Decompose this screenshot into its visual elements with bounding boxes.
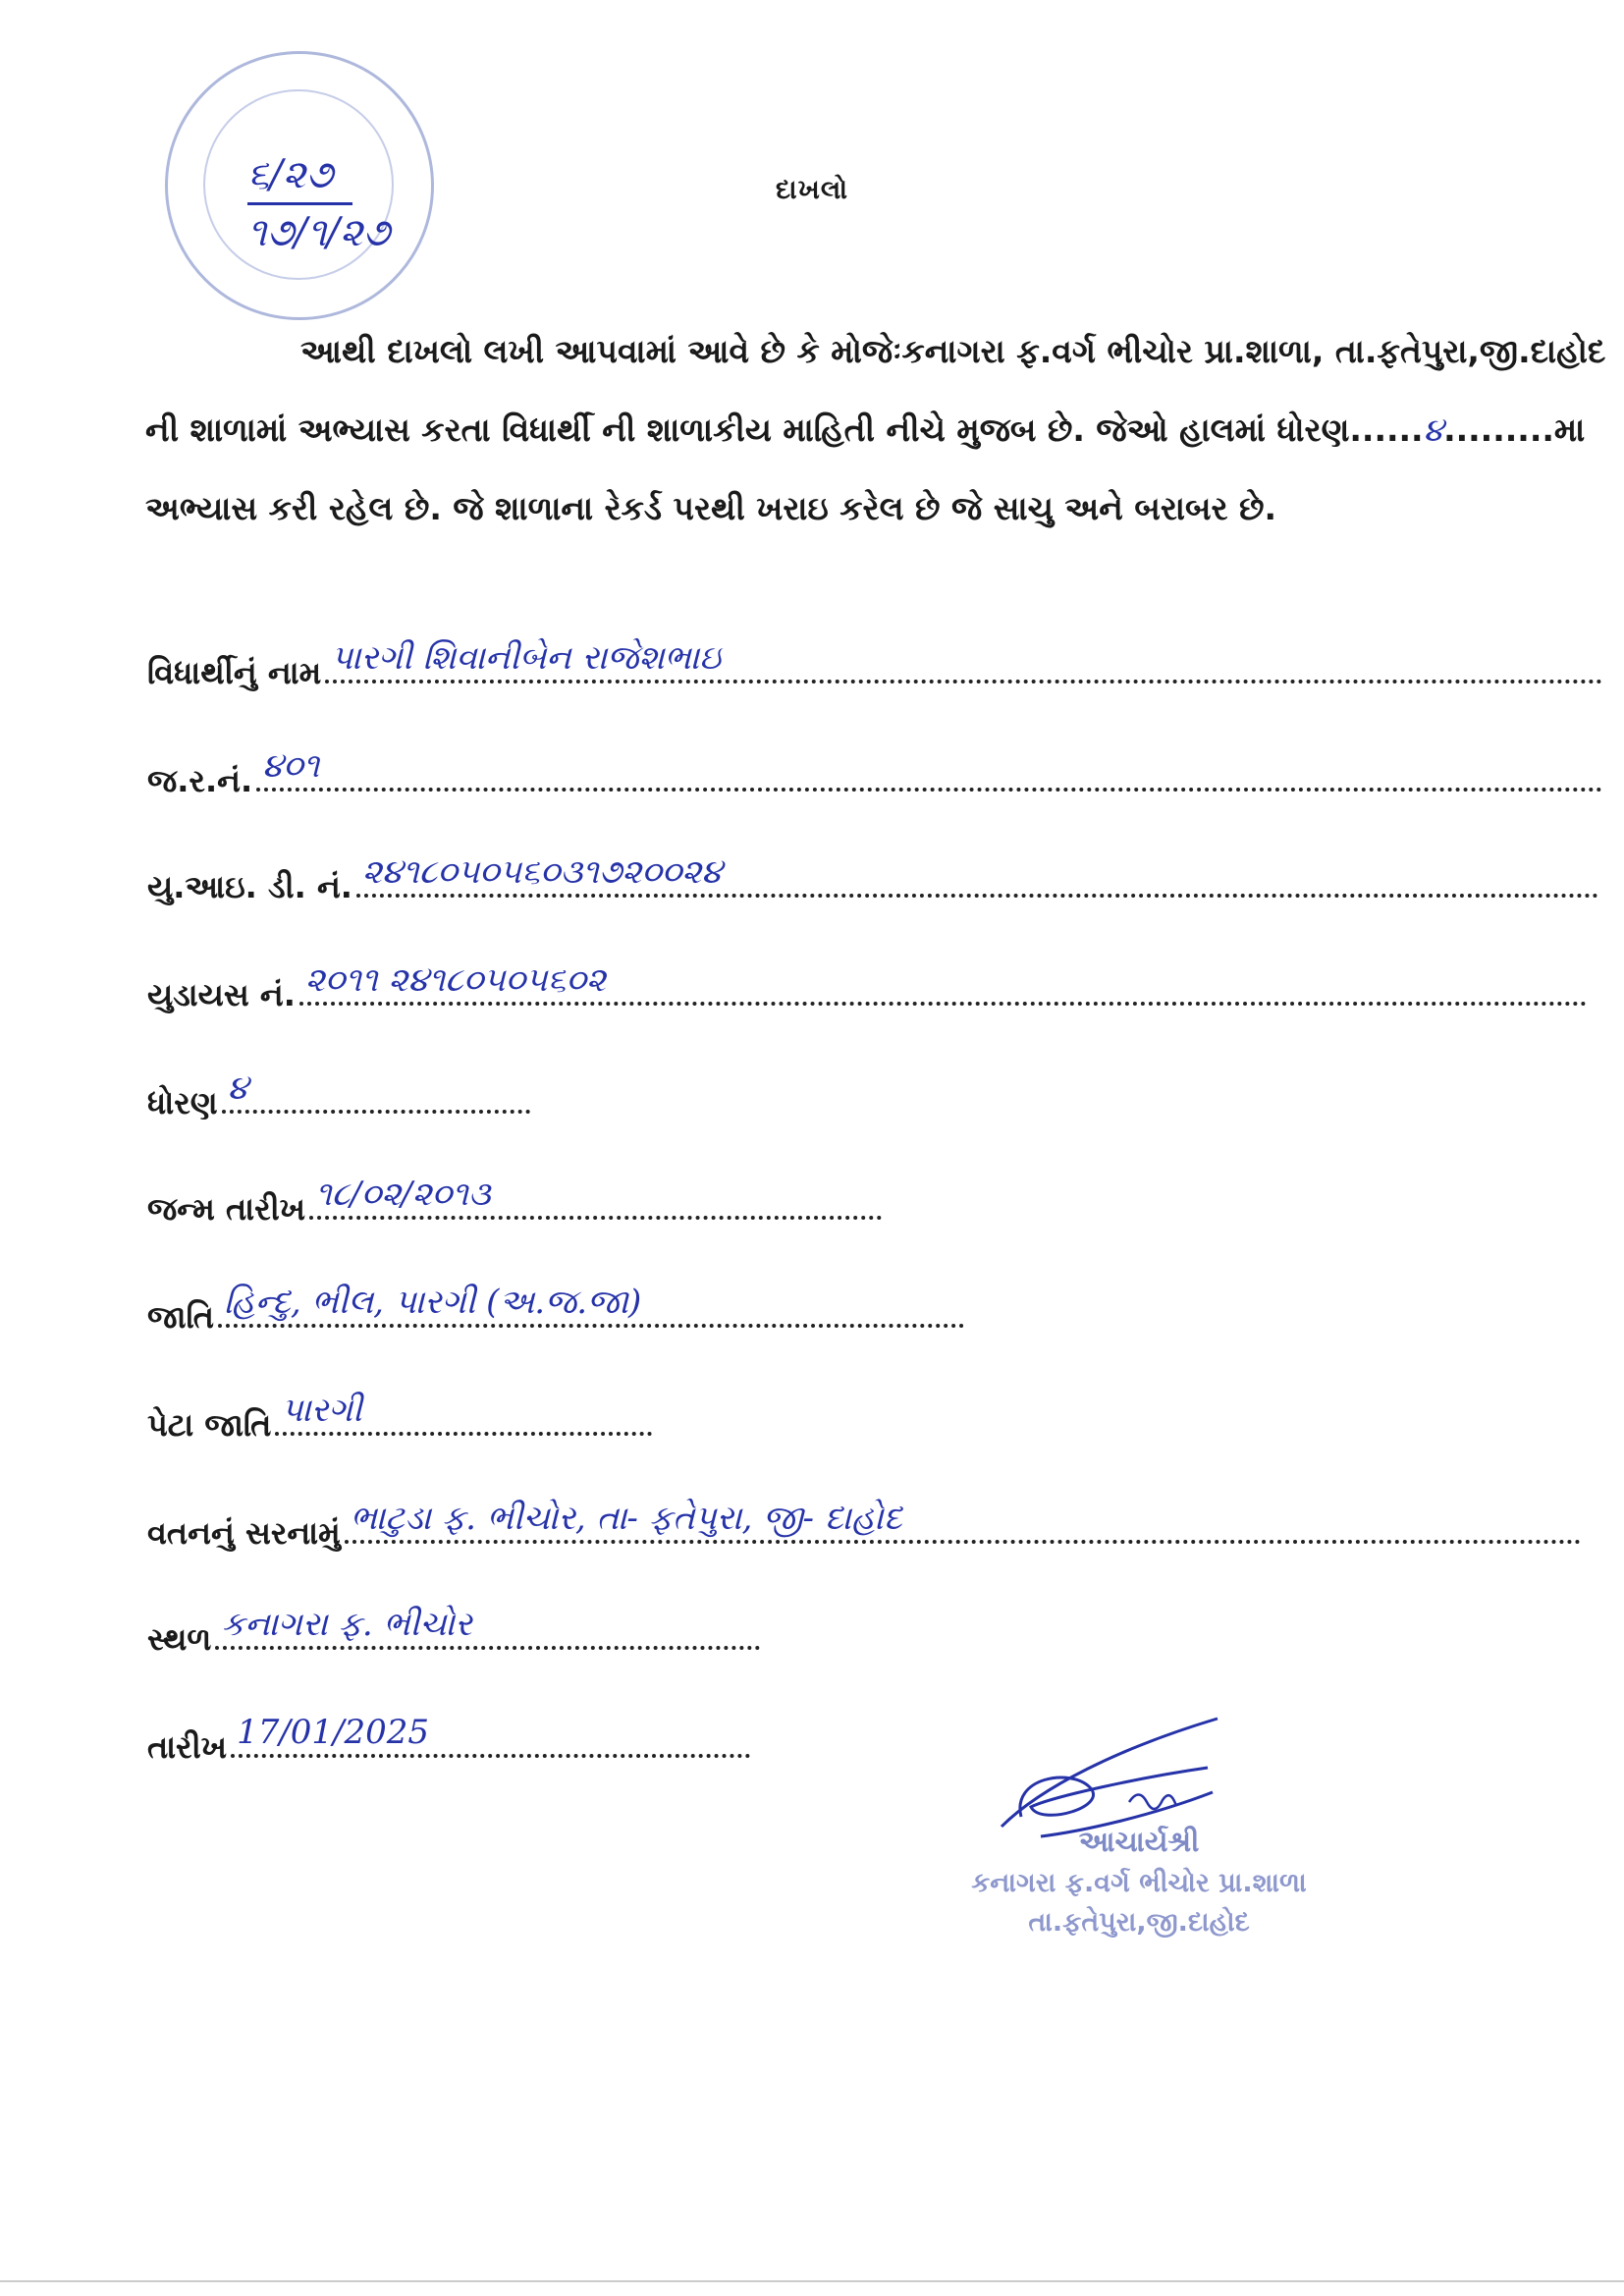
dotted-line bbox=[218, 1283, 964, 1328]
field-label: ધોરણ bbox=[147, 1084, 218, 1121]
dotted-line bbox=[309, 1175, 882, 1220]
field-standard bbox=[147, 1068, 530, 1122]
field-caste bbox=[147, 1283, 964, 1337]
field-student-name bbox=[147, 638, 1602, 692]
field-label: તારીખ bbox=[147, 1728, 228, 1766]
field-register-number bbox=[147, 746, 1602, 800]
field-value: 17/01/2025 bbox=[237, 1713, 430, 1752]
intro-paragraph bbox=[145, 312, 1608, 548]
field-label: વિધાર્થીનું નામ bbox=[147, 654, 322, 691]
field-value: પારગી શિવાનીબેન રાજેશભાઇ bbox=[331, 638, 722, 678]
dotted-line bbox=[275, 1391, 652, 1436]
principal-title: આચાર્યશ્રી bbox=[1078, 1825, 1200, 1858]
intro-text-2: .........મા અભ્યાસ કરી રહેલ છે. જે શાળાના રેકર્ડ પરથી ખરાઇ કરેલ છે જે સાચુ અને બરાબર છે. bbox=[145, 410, 1586, 527]
field-label: પેટા જાતિ bbox=[147, 1406, 272, 1444]
dotted-line bbox=[256, 746, 1602, 792]
document-title: દાખલો bbox=[775, 175, 849, 205]
principal-taluka: તા.ફતેપુરા,જી.દાહોદ bbox=[1028, 1907, 1250, 1938]
field-label: યુડાયસ નં. bbox=[147, 976, 296, 1013]
field-label: વતનનું સરનામું bbox=[147, 1514, 341, 1552]
intro-text-1: આથી દાખલો લખી આપવામાં આવે છે કે મોજેઃકનાગરા ફ.વર્ગ ભીચોર પ્રા.શાળા, તા.ફતેપુરા,જી.દાહોદ ની શાળામાં અભ્યાસ કરતા વિધાર્થી ની શાળાકીય માહિતી નીચે મુજબ છે. જેઓ હાલમાં ધોરણ...... bbox=[145, 332, 1606, 449]
field-label: સ્થળ bbox=[147, 1620, 212, 1658]
dotted-line bbox=[299, 960, 1587, 1006]
field-value: પારગી bbox=[281, 1391, 362, 1430]
inward-date: ૧૭/૧/૨૭ bbox=[247, 210, 391, 255]
field-native-address bbox=[147, 1499, 1581, 1553]
field-udise-number bbox=[147, 960, 1587, 1014]
dotted-line bbox=[325, 638, 1602, 683]
intro-standard: ૪ bbox=[1423, 410, 1444, 449]
field-date bbox=[147, 1713, 750, 1767]
field-value: ૨૦૧૧ ૨૪૧૮૦૫૦૫૬૦૨ bbox=[304, 960, 606, 1000]
field-value: ૪૦૧ bbox=[262, 746, 320, 786]
dotted-line bbox=[356, 852, 1598, 898]
field-value: ૨૪૧૮૦૫૦૫૬૦૩૧૭૨૦૦૨૪ bbox=[361, 852, 723, 892]
field-label: જાતિ bbox=[147, 1298, 215, 1336]
field-uid-number bbox=[147, 852, 1598, 906]
field-value: ૪ bbox=[227, 1068, 248, 1108]
scan-edge-line bbox=[0, 2280, 1624, 2282]
field-value: ભાટુડા ફ. ભીચોર, તા- ફતેપુરા, જી- દાહોદ bbox=[350, 1499, 902, 1538]
field-place bbox=[147, 1605, 760, 1659]
field-label: યુ.આઇ. ડી. નં. bbox=[147, 868, 352, 905]
dotted-line bbox=[231, 1713, 750, 1758]
field-label: જન્મ તારીખ bbox=[147, 1190, 306, 1228]
field-value: હિન્દુ, ભીલ, પારગી (અ.જ.જા) bbox=[224, 1283, 642, 1322]
dotted-line bbox=[345, 1499, 1581, 1544]
field-value: કનાગરા ફ. ભીચોર bbox=[221, 1605, 472, 1644]
field-sub-caste bbox=[147, 1391, 652, 1445]
dotted-line bbox=[215, 1605, 760, 1650]
inward-number: ૬/૨૭ bbox=[247, 147, 352, 205]
field-value: ૧૮/૦૨/૨૦૧૩ bbox=[315, 1175, 491, 1214]
field-label: જ.ર.નં. bbox=[147, 762, 253, 799]
principal-school: કનાગરા ફ.વર્ગ ભીચોર પ્રા.શાળા bbox=[971, 1868, 1307, 1898]
field-birth-date bbox=[147, 1175, 882, 1229]
dotted-line bbox=[222, 1068, 530, 1114]
